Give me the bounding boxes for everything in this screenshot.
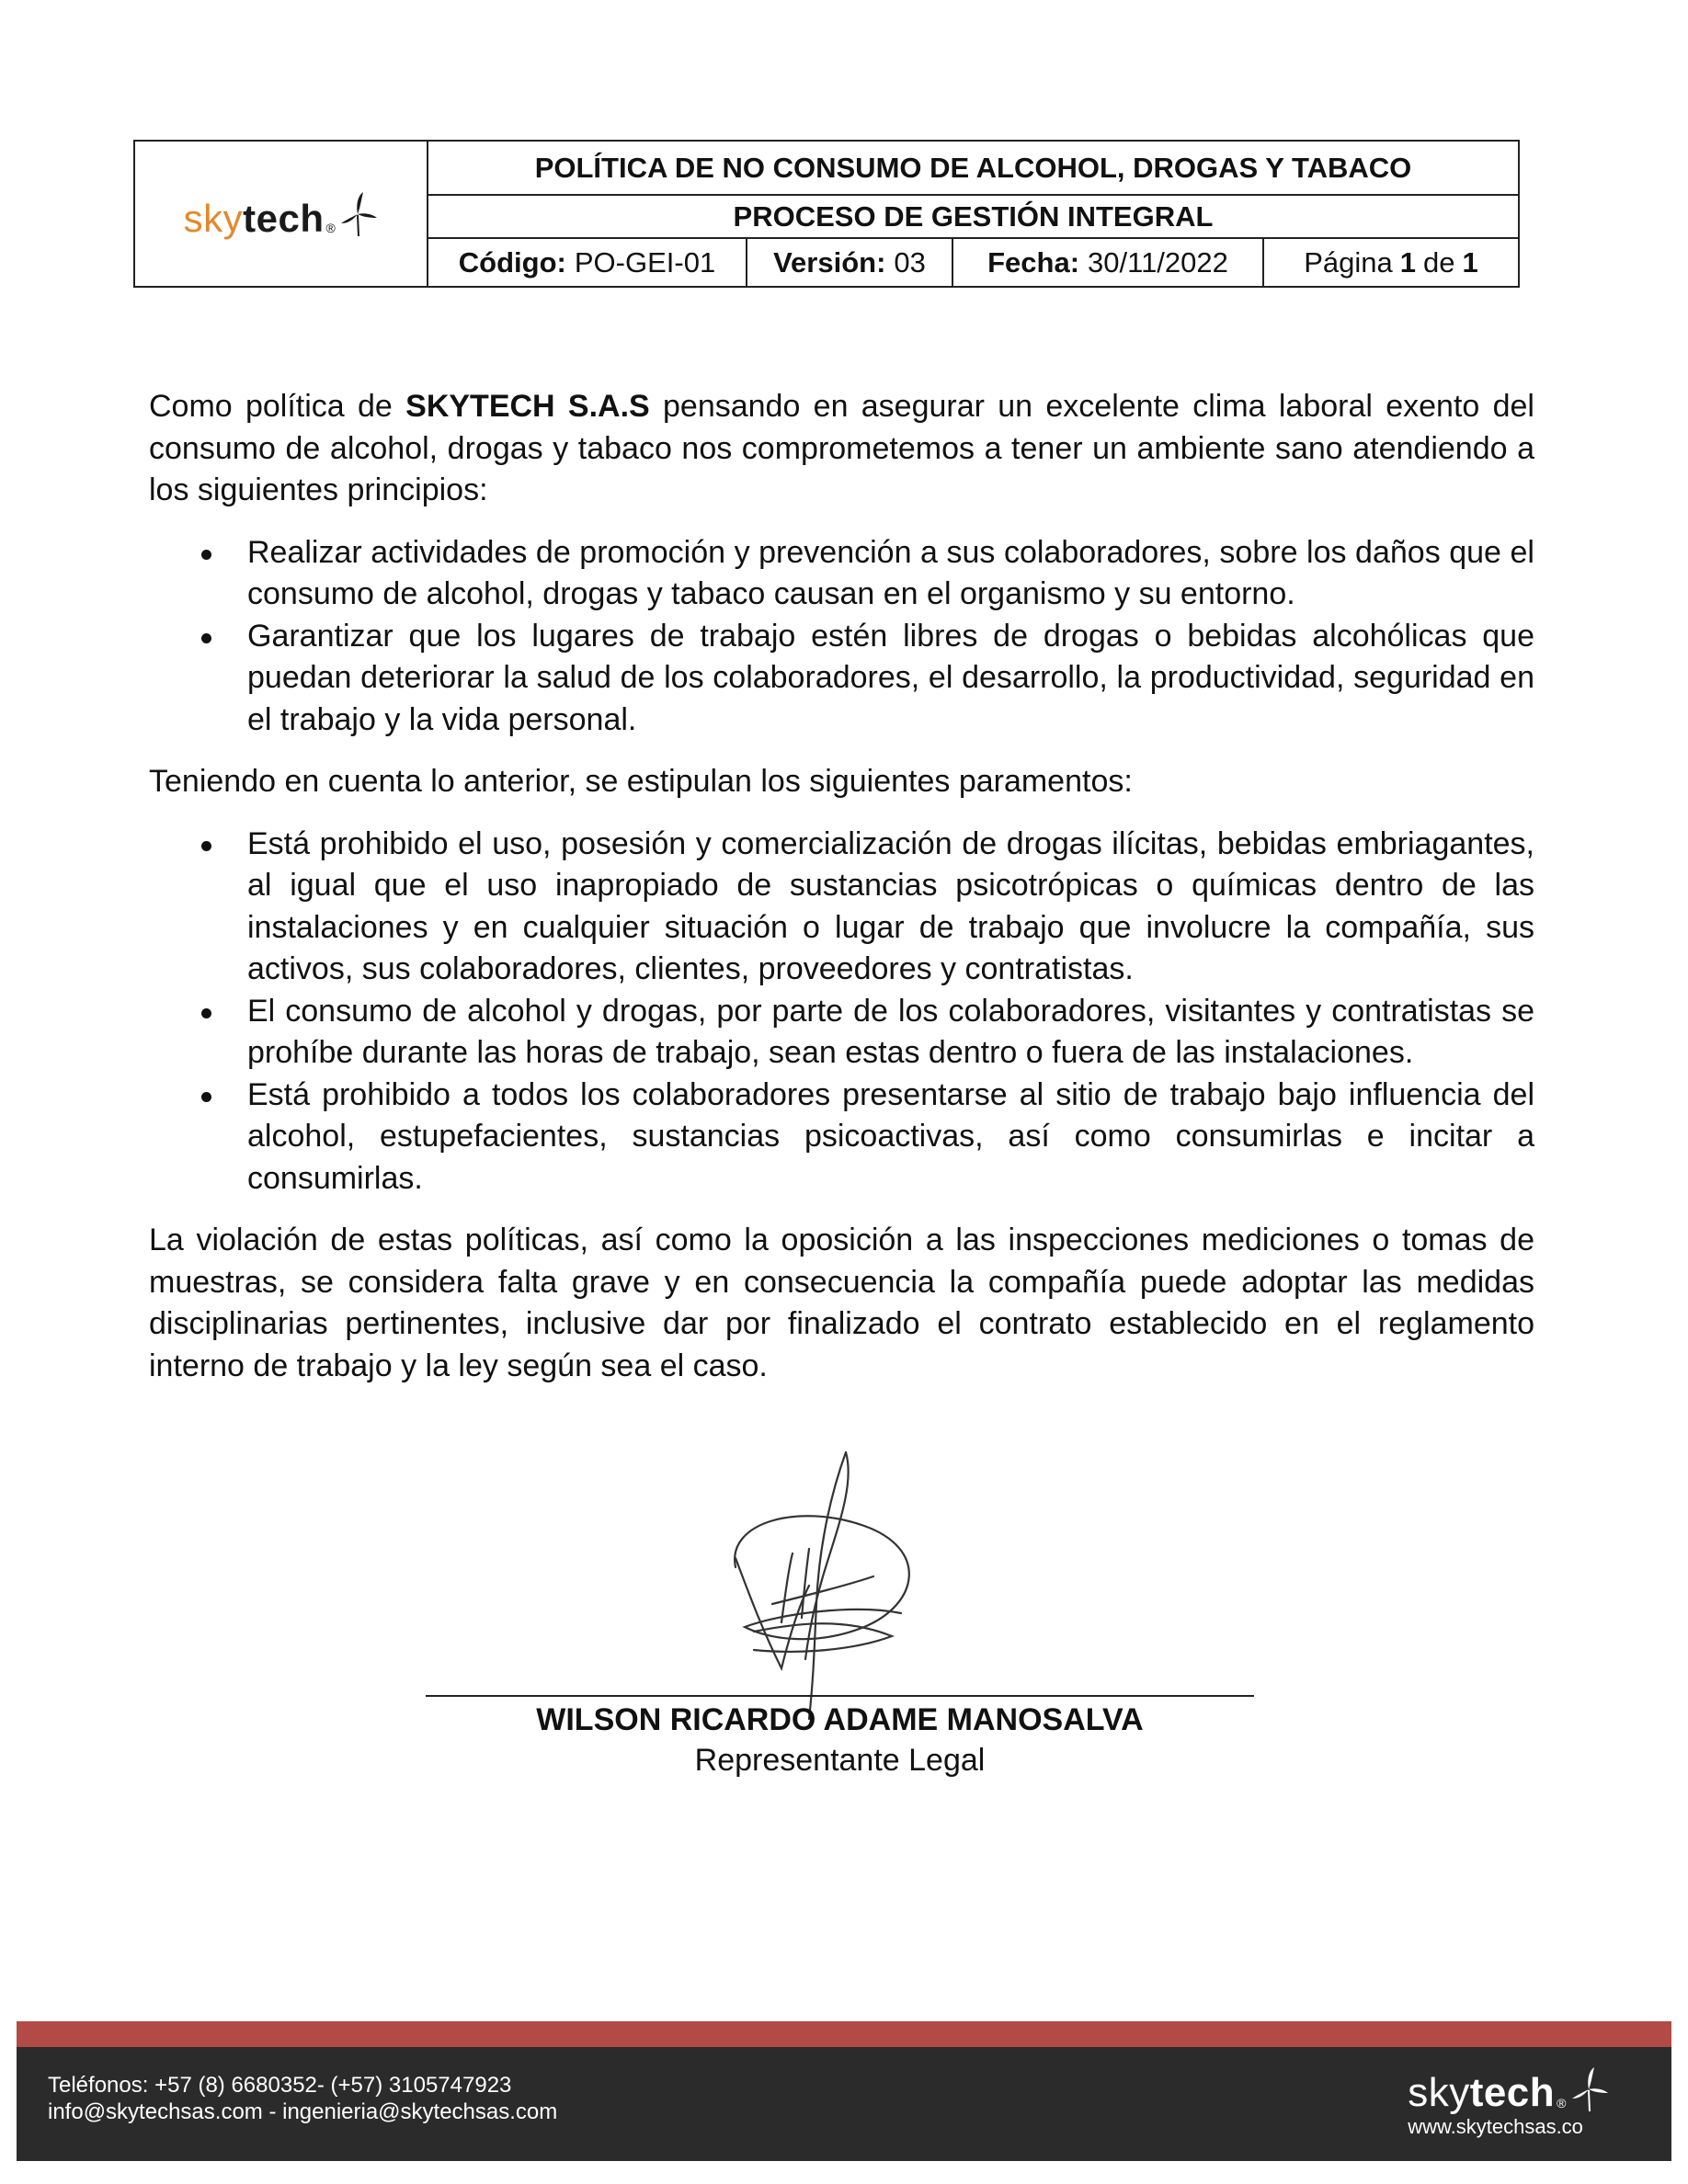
page-current: 1: [1399, 245, 1417, 279]
page-cell: [1264, 239, 1518, 286]
signature-line: [426, 1695, 1254, 1697]
company-name: SKYTECH S.A.S: [405, 389, 650, 424]
document-title: POLÍTICA DE NO CONSUMO DE ALCOHOL, DROGAS Y TABACO: [428, 142, 1518, 196]
signatory-name: WILSON RICARDO ADAME MANOSALVA: [536, 1702, 1144, 1737]
version-cell: [747, 239, 953, 286]
logo-tech-text: tech: [243, 196, 325, 240]
principles-list: [149, 532, 1534, 742]
page-total: 1: [1462, 245, 1478, 279]
skytech-logo: [1408, 2065, 1609, 2113]
logo-registered-mark: ®: [325, 220, 336, 235]
logo-sky-text: sky: [1408, 2070, 1470, 2115]
footer-contact: [48, 2072, 557, 2125]
document-metadata-row: [428, 239, 1518, 286]
policy-body: [149, 386, 1534, 1387]
list-item: Realizar actividades de promoción y prevención a sus colaboradores, sobre los daños que el consumo de alcohol, drogas y tabaco causan en el organismo y su entorno.: [149, 532, 1534, 616]
list-item: Garantizar que los lugares de trabajo estén libres de drogas o bebidas alcohólicas que puedan deteriorar la salud de los colaboradores, el desarrollo, la productividad, seguridad en el trabajo y la vida personal.: [149, 616, 1534, 742]
list-item: Está prohibido a todos los colaboradores presentarse al sitio de trabajo bajo influencia del alcohol, estupefacientes, sustancias psicoactivas, así como consumirlas e incitar a consumirlas.: [149, 1075, 1534, 1200]
version-value: 03: [894, 245, 926, 279]
footer-accent-bar: [17, 2021, 1671, 2047]
list-item: El consumo de alcohol y drogas, por parte de los colaboradores, visitantes y contratistas se prohíbe durante las horas de trabajo, sean estas dentro o fuera de las instalaciones.: [149, 991, 1534, 1075]
header-logo-cell: [135, 142, 428, 286]
code-cell: [428, 239, 747, 286]
windmill-icon: [337, 190, 378, 238]
date-value: 30/11/2022: [1088, 245, 1228, 279]
page-footer: [17, 2047, 1671, 2161]
skytech-logo: [184, 190, 379, 238]
date-cell: [953, 239, 1264, 286]
parameters-list: [149, 824, 1534, 1200]
transition-paragraph: Teniendo en cuenta lo anterior, se estipulan los siguientes paramentos:: [149, 764, 1133, 799]
page-of: de: [1423, 245, 1455, 279]
logo-registered-mark: ®: [1557, 2096, 1567, 2110]
logo-sky-text: sky: [183, 196, 244, 240]
page-label: Página: [1304, 245, 1393, 279]
handwritten-signature: [717, 1448, 938, 1723]
intro-text-end: pensando en asegurar un excelente clima laboral exento del consumo de alcohol, drogas y tabaco nos comprometemos a tener un ambiente sano atendiendo a los siguientes principios:: [149, 389, 1534, 507]
code-label: Código:: [458, 245, 566, 279]
code-value: PO-GEI-01: [574, 245, 716, 279]
document-subtitle: PROCESO DE GESTIÓN INTEGRAL: [428, 196, 1518, 239]
intro-paragraph: [149, 386, 1534, 512]
version-label: Versión:: [773, 245, 886, 279]
closing-paragraph: La violación de estas políticas, así como la oposición a las inspecciones mediciones o tomas de muestras, se considera falta grave y en consecuencia la compañía puede adoptar las medidas disciplinarias pertinentes, inclusive dar por finalizado el contrato establecido en el reglamento interno de trabajo y la ley según sea el caso.: [149, 1223, 1534, 1383]
signatory-role: Representante Legal: [694, 1743, 986, 1778]
footer-website-link[interactable]: www.skytechsas.co: [1408, 2115, 1583, 2138]
list-item: Está prohibido el uso, posesión y comercialización de drogas ilícitas, bebidas embriagantes, al igual que el uso inapropiado de sustancias psicotrópicas o químicas dentro de las instalaciones y en cualquier situación o lugar de trabajo que involucre la compañía, sus activos, sus colaboradores, clientes, proveedores y contratistas.: [149, 824, 1534, 991]
date-label: Fecha:: [987, 245, 1080, 279]
footer-logo-block: [1408, 2065, 1609, 2139]
intro-text-start: Como política de: [149, 389, 406, 424]
logo-tech-text: tech: [1469, 2070, 1556, 2115]
document-header-table: [133, 140, 1520, 288]
footer-phones: Teléfonos: +57 (8) 6680352- (+57) 3105747923: [48, 2073, 512, 2098]
footer-emails: info@skytechsas.com - ingenieria@skytechsas.com: [48, 2099, 558, 2124]
windmill-icon: [1568, 2065, 1609, 2113]
